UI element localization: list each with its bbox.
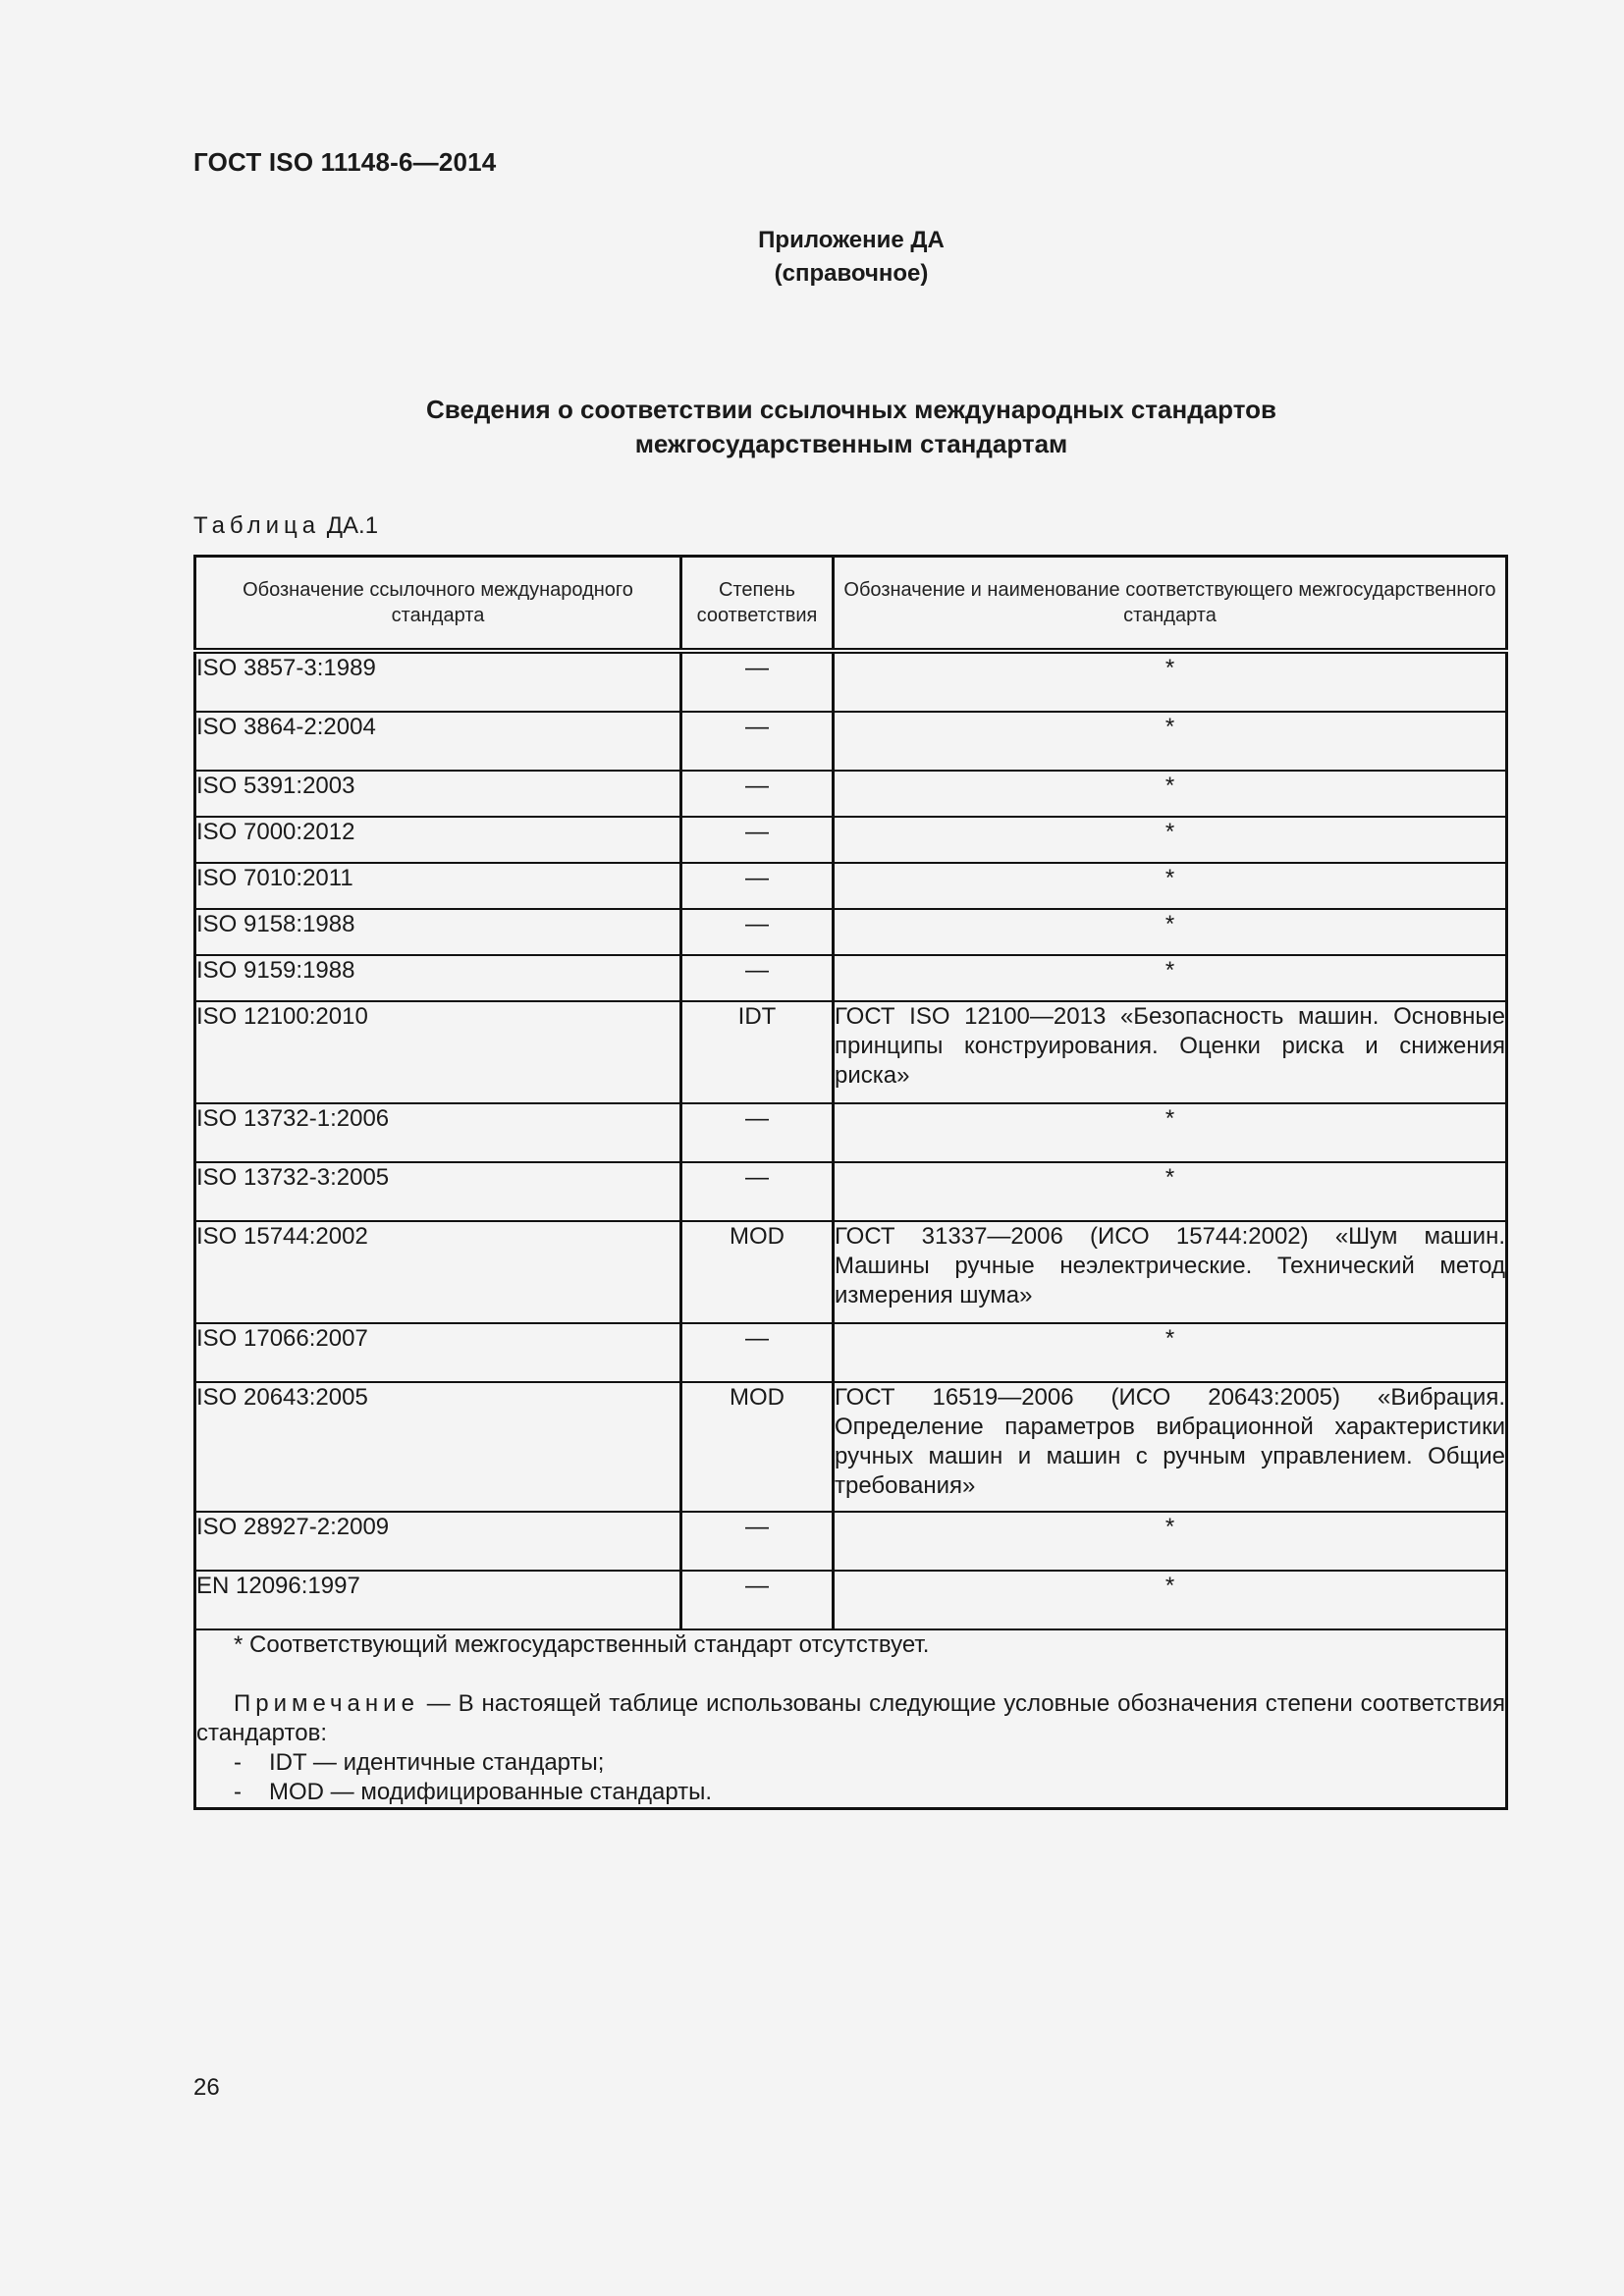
bullet-dash-icon: - bbox=[234, 1779, 242, 1805]
table-row bbox=[195, 1382, 1507, 1512]
degree-cell: — bbox=[681, 1162, 834, 1221]
table-row bbox=[195, 1001, 1507, 1103]
std-cell: ISO 20643:2005 bbox=[195, 1382, 681, 1512]
gost-cell: * bbox=[834, 863, 1507, 909]
gost-cell: * bbox=[834, 817, 1507, 863]
std-cell: ISO 28927-2:2009 bbox=[195, 1512, 681, 1571]
degree-cell: — bbox=[681, 909, 834, 955]
std-cell: ISO 7000:2012 bbox=[195, 817, 681, 863]
std-cell: ISO 9159:1988 bbox=[195, 955, 681, 1001]
note-list-item bbox=[196, 1778, 1505, 1807]
std-cell: ISO 17066:2007 bbox=[195, 1323, 681, 1382]
gost-cell: ГОСТ 31337—2006 (ИСО 15744:2002) «Шум машин. Машины ручные неэлектрические. Технический метод измерения шума» bbox=[834, 1221, 1507, 1323]
gost-cell: * bbox=[834, 909, 1507, 955]
gost-cell: * bbox=[834, 1571, 1507, 1629]
table-label bbox=[193, 512, 378, 540]
annex-heading bbox=[0, 224, 1624, 291]
table-row bbox=[195, 1103, 1507, 1162]
gost-cell: ГОСТ 16519—2006 (ИСО 20643:2005) «Вибрация. Определение параметров вибрационной характеристики ручных машин и машин с ручным управлением. Общие требования» bbox=[834, 1382, 1507, 1512]
gost-cell: * bbox=[834, 712, 1507, 771]
gost-cell: * bbox=[834, 1323, 1507, 1382]
header-international-standard: Обозначение ссылочного международного стандарта bbox=[195, 557, 681, 652]
std-cell: ISO 13732-3:2005 bbox=[195, 1162, 681, 1221]
document-code: ГОСТ ISO 11148-6—2014 bbox=[193, 147, 497, 177]
table-row bbox=[195, 863, 1507, 909]
gost-cell: * bbox=[834, 955, 1507, 1001]
table-row bbox=[195, 1221, 1507, 1323]
std-cell: ISO 3864-2:2004 bbox=[195, 712, 681, 771]
note-list-item bbox=[196, 1748, 1505, 1778]
table-footnote: * Соответствующий межгосударственный стандарт отсутствует. bbox=[234, 1631, 930, 1658]
degree-cell: — bbox=[681, 651, 834, 712]
note-item-text: IDT — идентичные стандарты; bbox=[269, 1749, 605, 1776]
gost-cell: * bbox=[834, 771, 1507, 817]
section-title-line1: Сведения о соответствии ссылочных международных стандартов bbox=[426, 395, 1276, 424]
std-cell: ISO 15744:2002 bbox=[195, 1221, 681, 1323]
table-note bbox=[196, 1689, 1505, 1748]
std-cell: ISO 3857-3:1989 bbox=[195, 651, 681, 712]
table-row bbox=[195, 1512, 1507, 1571]
table-label-word: Таблица bbox=[193, 512, 321, 539]
degree-cell: — bbox=[681, 1323, 834, 1382]
header-degree: Степень соответствия bbox=[681, 557, 834, 652]
degree-cell: IDT bbox=[681, 1001, 834, 1103]
degree-cell: MOD bbox=[681, 1382, 834, 1512]
bullet-dash-icon: - bbox=[234, 1749, 242, 1776]
annex-title: Приложение ДА bbox=[758, 227, 945, 253]
annex-subtitle: (справочное) bbox=[774, 260, 929, 287]
gost-cell: * bbox=[834, 1162, 1507, 1221]
section-title bbox=[0, 393, 1624, 461]
table-header-row bbox=[195, 557, 1507, 652]
degree-cell: — bbox=[681, 955, 834, 1001]
degree-cell: — bbox=[681, 1512, 834, 1571]
gost-cell: ГОСТ ISO 12100—2013 «Безопасность машин. Основные принципы конструирования. Оценки риска и снижения риска» bbox=[834, 1001, 1507, 1103]
gost-cell: * bbox=[834, 651, 1507, 712]
table-row bbox=[195, 1323, 1507, 1382]
std-cell: ISO 9158:1988 bbox=[195, 909, 681, 955]
std-cell: ISO 13732-1:2006 bbox=[195, 1103, 681, 1162]
degree-cell: — bbox=[681, 712, 834, 771]
degree-cell: — bbox=[681, 817, 834, 863]
table-row bbox=[195, 651, 1507, 712]
section-title-line2: межгосударственным стандартам bbox=[634, 429, 1068, 458]
table-row bbox=[195, 1162, 1507, 1221]
std-cell: ISO 5391:2003 bbox=[195, 771, 681, 817]
table-row bbox=[195, 817, 1507, 863]
table-notes bbox=[195, 1629, 1507, 1809]
page-number: 26 bbox=[193, 2074, 220, 2101]
degree-cell: — bbox=[681, 771, 834, 817]
std-cell: ISO 12100:2010 bbox=[195, 1001, 681, 1103]
std-cell: ISO 7010:2011 bbox=[195, 863, 681, 909]
table-row bbox=[195, 955, 1507, 1001]
gost-cell: * bbox=[834, 1103, 1507, 1162]
table-row bbox=[195, 1571, 1507, 1629]
degree-cell: MOD bbox=[681, 1221, 834, 1323]
table-notes-row bbox=[195, 1629, 1507, 1809]
standards-table bbox=[193, 555, 1508, 1810]
note-item-text: MOD — модифицированные стандарты. bbox=[269, 1779, 713, 1805]
table-row bbox=[195, 771, 1507, 817]
degree-cell: — bbox=[681, 863, 834, 909]
degree-cell: — bbox=[681, 1103, 834, 1162]
note-label: Примечание bbox=[234, 1690, 419, 1717]
header-interstate-standard: Обозначение и наименование соответствующего межгосударственного стандарта bbox=[834, 557, 1507, 652]
degree-cell: — bbox=[681, 1571, 834, 1629]
note-body: — В настоящей таблице использованы следующие условные обозначения степени соответствия стандартов: bbox=[196, 1690, 1505, 1746]
gost-cell: * bbox=[834, 1512, 1507, 1571]
std-cell: EN 12096:1997 bbox=[195, 1571, 681, 1629]
table-row bbox=[195, 712, 1507, 771]
table-label-number: ДА.1 bbox=[326, 512, 379, 539]
table-row bbox=[195, 909, 1507, 955]
